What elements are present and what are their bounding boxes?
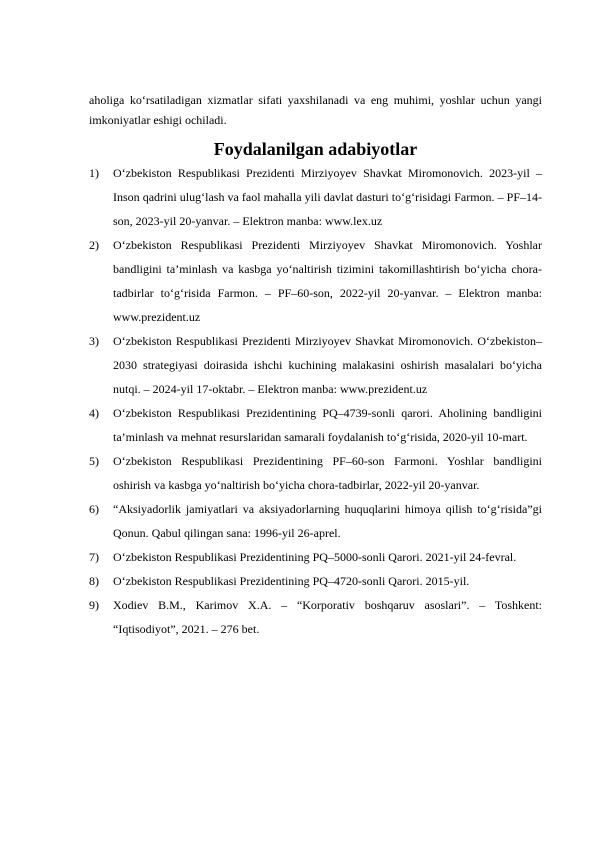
reference-item-4	[89, 401, 542, 449]
reference-text: O‘zbekiston Respublikasi Prezidentining PQ–4739-sonli qarori. Aholining bandligini ta’minlash va mehnat resurslaridan samarali foydalanish to‘g‘risida, 2020-yil 10-mart.	[113, 406, 542, 444]
document-page	[89, 90, 542, 641]
reference-number: 3)	[89, 334, 99, 348]
references-heading: Foydalanilgan adabiyotlar	[213, 139, 418, 159]
reference-number: 2)	[89, 238, 99, 252]
reference-item-5	[89, 449, 542, 497]
reference-number: 1)	[89, 166, 99, 180]
intro-paragraph: aholiga ko‘rsatiladigan xizmatlar sifati yaxshilanadi va eng muhimi, yoshlar uchun yangi imkoniyatlar eshigi ochiladi.	[89, 93, 542, 127]
reference-number: 8)	[89, 574, 99, 588]
reference-number: 9)	[89, 598, 99, 612]
reference-item-2	[89, 233, 542, 329]
reference-item-9	[89, 593, 542, 641]
reference-text: O‘zbekiston Respublikasi Prezidenti Mirziyoyev Shavkat Miromonovich. O‘zbekiston–2030 strategiyasi doirasida ishchi kuchining malakasini oshirish masalalari bo‘yicha nutqi. – 2024-yil 17-oktabr. – Elektron manba: www.prezident.uz	[113, 334, 542, 396]
reference-text: O‘zbekiston Respublikasi Prezidentining PQ–4720-sonli Qarori. 2015-yil.	[113, 574, 470, 588]
reference-text: O‘zbekiston Respublikasi Prezidenti Mirziyoyev Shavkat Miromonovich. Yoshlar bandligini ta’minlash va kasbga yo‘naltirish tizimini takomillashtirish bo‘yicha chora-tadbirlar to‘g‘risida Farmon. – PF–60-son, 2022-yil 20-yanvar. – Elektron manba: www.prezident.uz	[113, 238, 542, 324]
reference-number: 6)	[89, 502, 99, 516]
reference-number: 4)	[89, 406, 99, 420]
reference-text: O‘zbekiston Respublikasi Prezidentining PF–60-son Farmoni. Yoshlar bandligini oshirish va kasbga yo‘naltirish bo‘yicha chora-tadbirlar, 2022-yil 20-yanvar.	[113, 454, 542, 492]
reference-number: 7)	[89, 550, 99, 564]
reference-text: Xodiev B.M., Karimov X.A. – “Korporativ boshqaruv asoslari”. – Toshkent: “Iqtisodiyot”, 2021. – 276 bet.	[113, 598, 542, 636]
references-list	[89, 161, 542, 641]
reference-item-8	[89, 569, 542, 593]
reference-item-1	[89, 161, 542, 233]
reference-text: O‘zbekiston Respublikasi Prezidenti Mirziyoyev Shavkat Miromonovich. 2023-yil – Inson qadrini ulug‘lash va faol mahalla yili davlat dasturi to‘g‘risidagi Farmon. – PF–14-son, 2023-yil 20-yanvar. – Elektron manba: www.lex.uz	[113, 166, 542, 228]
reference-text: “Aksiyadorlik jamiyatlari va aksiyadorlarning huquqlarini himoya qilish to‘g‘risida”gi Qonun. Qabul qilingan sana: 1996-yil 26-aprel.	[113, 502, 542, 540]
reference-item-6	[89, 497, 542, 545]
reference-item-3	[89, 329, 542, 401]
reference-number: 5)	[89, 454, 99, 468]
reference-item-7	[89, 545, 542, 569]
reference-text: O‘zbekiston Respublikasi Prezidentining PQ–5000-sonli Qarori. 2021-yil 24-fevral.	[113, 550, 517, 564]
